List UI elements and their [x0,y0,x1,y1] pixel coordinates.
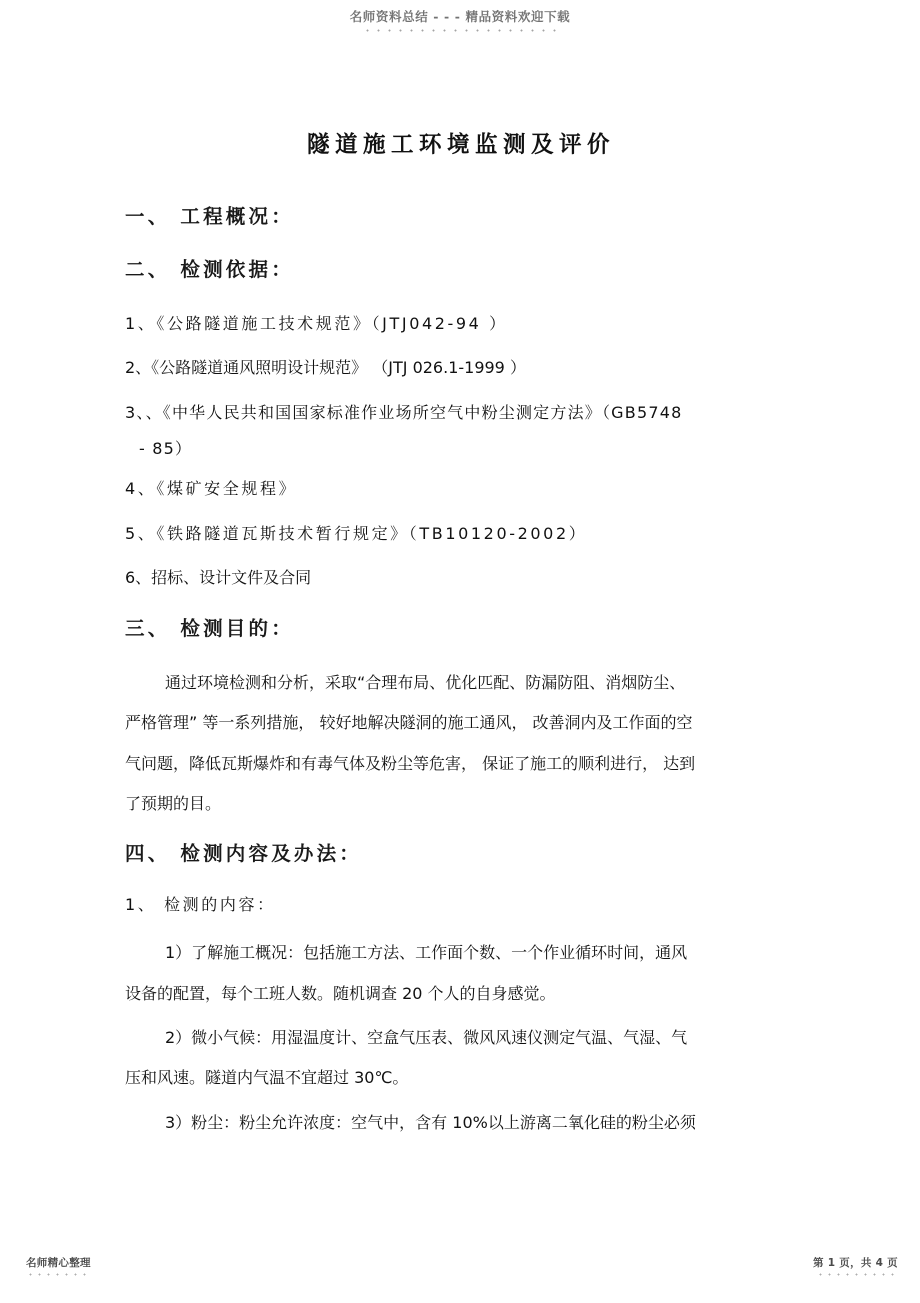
footer-left-block [26,1255,91,1276]
footer-right-dotted-rule [816,1273,898,1276]
subheading-testing-content: 1、 检测的内容： [125,894,276,914]
content-item-3-line-1: 3）粉尘：粉尘允许浓度：空气中，含有 10%以上游离二氧化硅的粉尘必须 [165,1112,696,1132]
basis-item-1: 1、《公路隧道施工技术规范》（JTJ042-94 ） [125,313,508,333]
page-title: 隧道施工环境监测及评价 [306,132,615,158]
footer-right-block [813,1255,898,1276]
heading-testing-purpose: 三、 检测目的： [125,616,294,640]
footer-watermark-text: 名师精心整理 [26,1257,91,1269]
heading-testing-basis: 二、 检测依据： [125,257,294,281]
footer-left-dotted-rule [26,1273,90,1276]
content-item-1-line-1: 1）了解施工概况：包括施工方法、工作面个数、一个作业循环时间，通风 [165,943,688,963]
heading-project-overview: 一、 工程概况： [125,205,294,229]
basis-item-5: 5、《铁路隧道瓦斯技术暂行规定》（TB10120-2002） [125,523,588,543]
header-watermark-text: 名师资料总结 - - - 精品资料欢迎下载 [349,9,571,24]
document-body [125,0,797,1134]
purpose-paragraph-line-4: 了预期的目。 [125,794,222,814]
basis-item-6: 6、招标、设计文件及合同 [125,568,312,588]
purpose-paragraph-line-1: 通过环境检测和分析，采取“合理布局、优化匹配、防漏防阻、消烟防尘、 [165,672,686,692]
content-item-1-line-2: 设备的配置，每个工班人数。随机调查 20 个人的自身感觉。 [125,983,556,1003]
basis-item-3: 3、、《中华人民共和国国家标准作业场所空气中粉尘测定方法》（GB5748 [125,402,683,422]
purpose-paragraph-line-3: 气问题，降低瓦斯爆炸和有毒气体及粉尘等危害， 保证了施工的顺利进行， 达到 [125,753,696,773]
content-item-2-line-1: 2）微小气候：用湿温度计、空盒气压表、微风风速仪测定气温、气湿、气 [165,1027,688,1047]
page-footer [0,1255,920,1289]
basis-item-3-continued: - 85） [139,439,193,459]
basis-item-4: 4、《煤矿安全规程》 [125,479,298,499]
content-item-2-line-2: 压和风速。隧道内气温不宜超过 30℃。 [125,1068,409,1088]
basis-item-2: 2、《公路隧道通风照明设计规范》 （JTJ 026.1-1999 ） [125,358,526,378]
page-number: 第 1 页，共 4 页 [812,1257,898,1269]
purpose-paragraph-line-2: 严格管理” 等一系列措施， 较好地解决隧洞的施工通风， 改善洞内及工作面的空 [125,713,693,733]
heading-testing-content-method: 四、 检测内容及办法： [125,842,362,866]
